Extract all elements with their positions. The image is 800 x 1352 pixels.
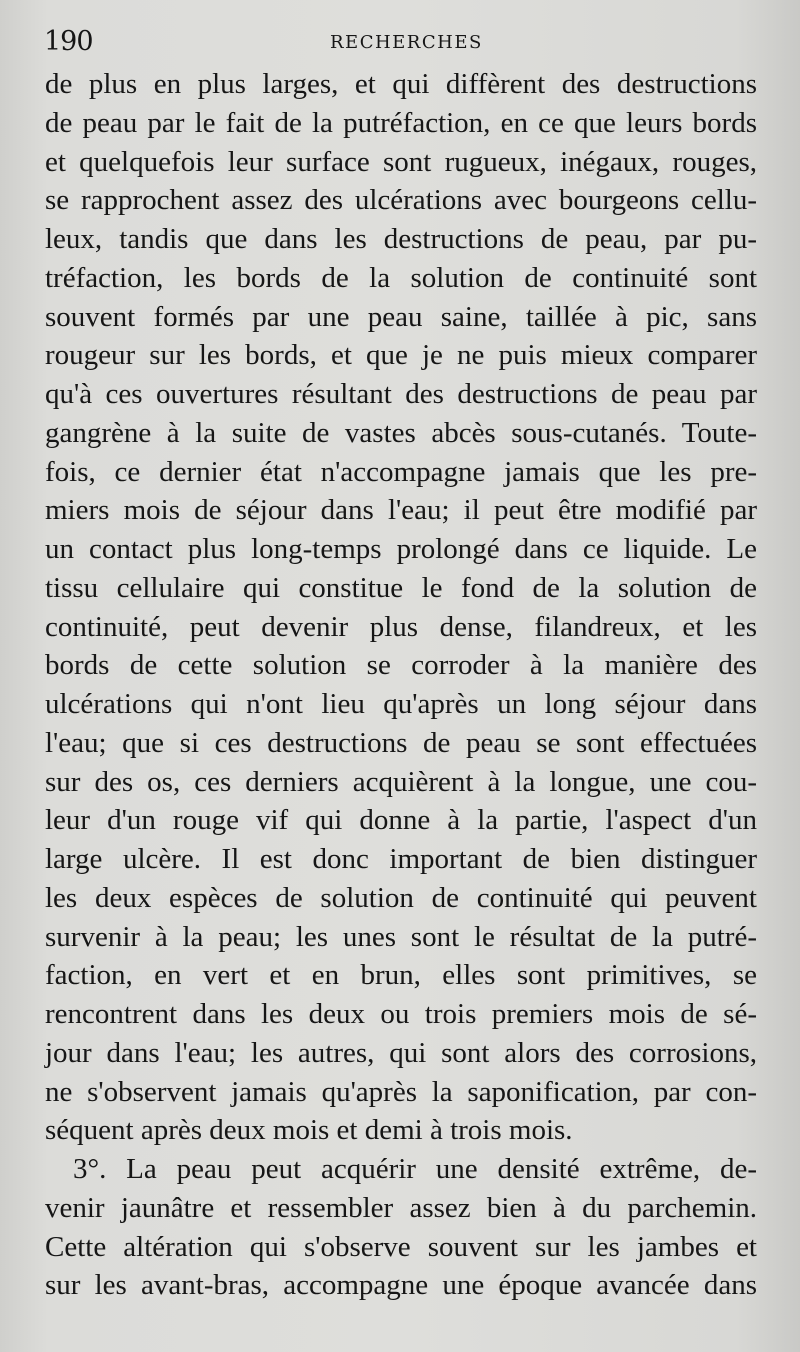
text-line: qu'à ces ouvertures résultant des destructions de peau par xyxy=(45,378,757,410)
text-line: sur les avant-bras, accompagne une époque avancée dans xyxy=(45,1269,757,1302)
text-line: ne s'observent jamais qu'après la saponification, par con- xyxy=(45,1075,757,1108)
page-header xyxy=(44,26,756,62)
page-number: 190 xyxy=(44,26,93,57)
text-line: Cette altération qui s'observe souvent sur les jambes et xyxy=(45,1230,757,1263)
text-line: tréfaction, les bords de la solution de continuité sont xyxy=(45,261,757,294)
paragraph-end-line: séquent après deux mois et demi à trois mois. xyxy=(45,1114,573,1147)
text-line: leux, tandis que dans les destructions de peau, par pu- xyxy=(45,223,757,255)
text-line: bords de cette solution se corroder à la manière des xyxy=(45,649,757,682)
text-line: de plus en plus larges, et qui diffèrent des destructions xyxy=(45,68,757,100)
text-line: tissu cellulaire qui constitue le fond de la solution de xyxy=(45,571,757,604)
text-line: un contact plus long-temps prolongé dans ce liquide. Le xyxy=(45,533,757,565)
text-line: l'eau; que si ces destructions de peau se sont effectuées xyxy=(45,726,757,759)
running-head: RECHERCHES xyxy=(330,32,483,53)
text-line: jour dans l'eau; les autres, qui sont alors des corrosions, xyxy=(45,1036,757,1069)
text-line: leur d'un rouge vif qui donne à la partie, l'aspect d'un xyxy=(45,804,757,837)
text-line: rencontrent dans les deux ou trois premiers mois de sé- xyxy=(45,998,757,1030)
text-line: et quelquefois leur surface sont rugueux, inégaux, rouges, xyxy=(45,145,757,178)
body-text xyxy=(45,65,757,1305)
text-line: se rapprochent assez des ulcérations avec bourgeons cellu- xyxy=(45,184,757,217)
text-line: faction, en vert et en brun, elles sont primitives, se xyxy=(45,959,757,992)
text-line: survenir à la peau; les unes sont le résultat de la putré- xyxy=(45,920,757,953)
text-line: large ulcère. Il est donc important de bien distinguer xyxy=(45,843,757,875)
paragraph-start-line: 3°. La peau peut acquérir une densité extrême, de- xyxy=(73,1153,757,1185)
text-line: venir jaunâtre et ressembler assez bien à du parchemin. xyxy=(45,1191,757,1224)
text-line: ulcérations qui n'ont lieu qu'après un long séjour dans xyxy=(45,688,757,720)
text-line: miers mois de séjour dans l'eau; il peut être modifié par xyxy=(45,494,757,527)
text-line: gangrène à la suite de vastes abcès sous-cutanés. Toute- xyxy=(45,416,757,449)
text-line: sur des os, ces derniers acquièrent à la longue, une cou- xyxy=(45,765,757,798)
text-line: de peau par le fait de la putréfaction, en ce que leurs bords xyxy=(45,106,757,139)
text-line: fois, ce dernier état n'accompagne jamais que les pre- xyxy=(45,455,757,488)
text-line: rougeur sur les bords, et que je ne puis mieux comparer xyxy=(45,339,757,372)
text-line: souvent formés par une peau saine, taillée à pic, sans xyxy=(45,300,757,333)
text-line: continuité, peut devenir plus dense, filandreux, et les xyxy=(45,610,757,643)
text-line: les deux espèces de solution de continuité qui peuvent xyxy=(45,881,757,914)
